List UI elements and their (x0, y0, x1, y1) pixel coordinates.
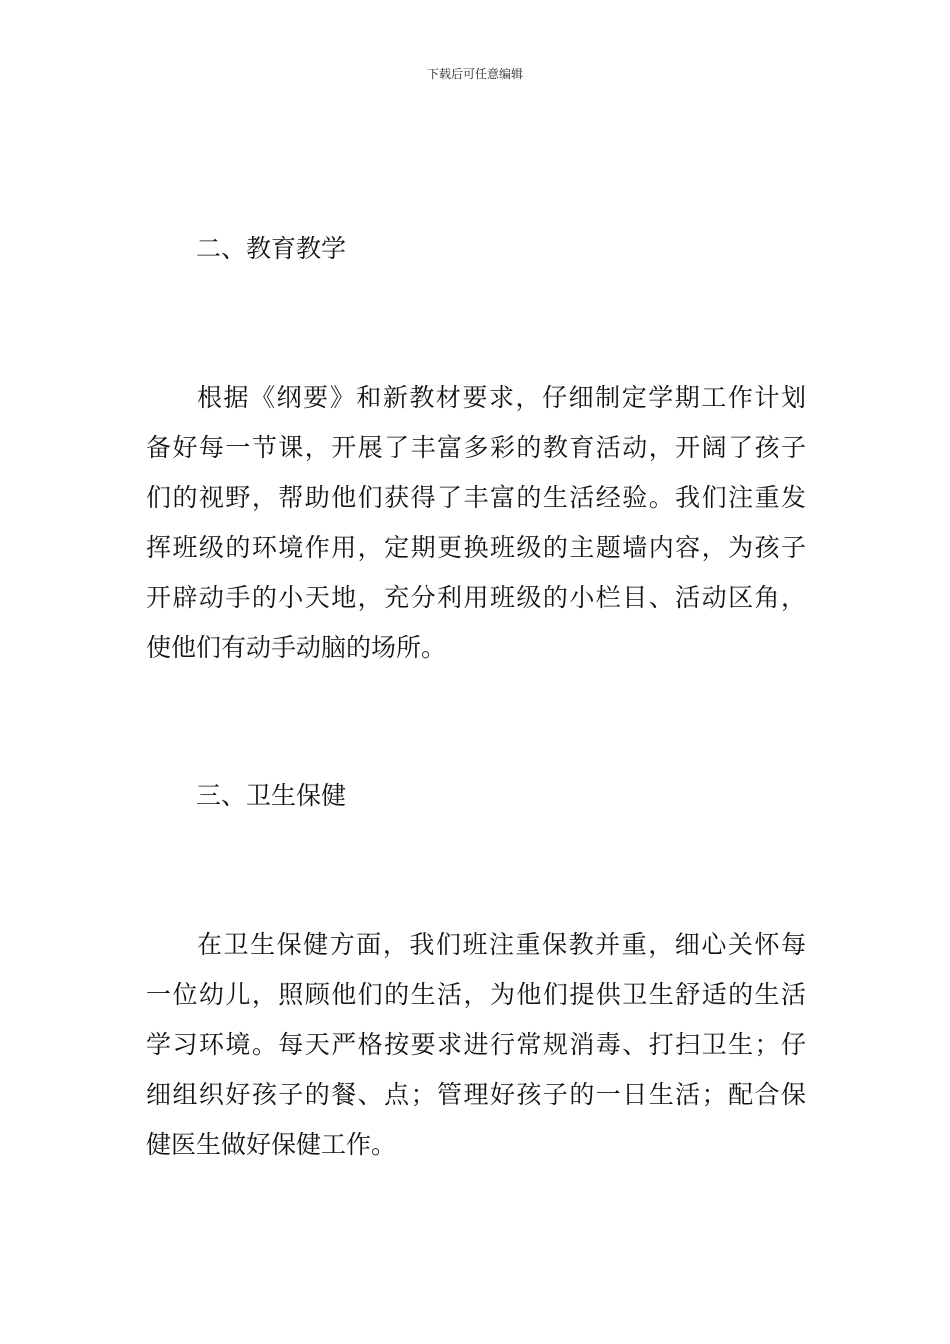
paragraph-line: 们的视野，帮助他们获得了丰富的生活经验。我们注重发 (146, 483, 806, 512)
paragraph-line: 根据《纲要》和新教材要求，仔细制定学期工作计划 (197, 383, 806, 412)
paragraph-line: 一位幼儿，照顾他们的生活，为他们提供卫生舒适的生活 (146, 980, 806, 1009)
paragraph-education (146, 373, 806, 673)
paragraph-line: 学习环境。每天严格按要求进行常规消毒、打扫卫生；仔 (146, 1030, 806, 1059)
paragraph-line: 健医生做好保健工作。 (146, 1130, 397, 1159)
paragraph-line: 开辟动手的小天地，充分利用班级的小栏目、活动区角， (146, 583, 806, 612)
paragraph-line: 备好每一节课，开展了丰富多彩的教育活动，开阔了孩子 (146, 433, 806, 462)
paragraph-line: 使他们有动手动脑的场所。 (146, 633, 447, 662)
section-heading-education: 二、教育教学 (196, 234, 347, 263)
page-header-note: 下载后可任意编辑 (426, 67, 523, 81)
section-heading-health: 三、卫生保健 (196, 781, 347, 810)
paragraph-line: 挥班级的环境作用，定期更换班级的主题墙内容，为孩子 (146, 533, 806, 562)
paragraph-line: 细组织好孩子的餐、点；管理好孩子的一日生活；配合保 (146, 1080, 806, 1109)
paragraph-health (146, 920, 806, 1170)
paragraph-line: 在卫生保健方面，我们班注重保教并重，细心关怀每 (197, 930, 806, 959)
